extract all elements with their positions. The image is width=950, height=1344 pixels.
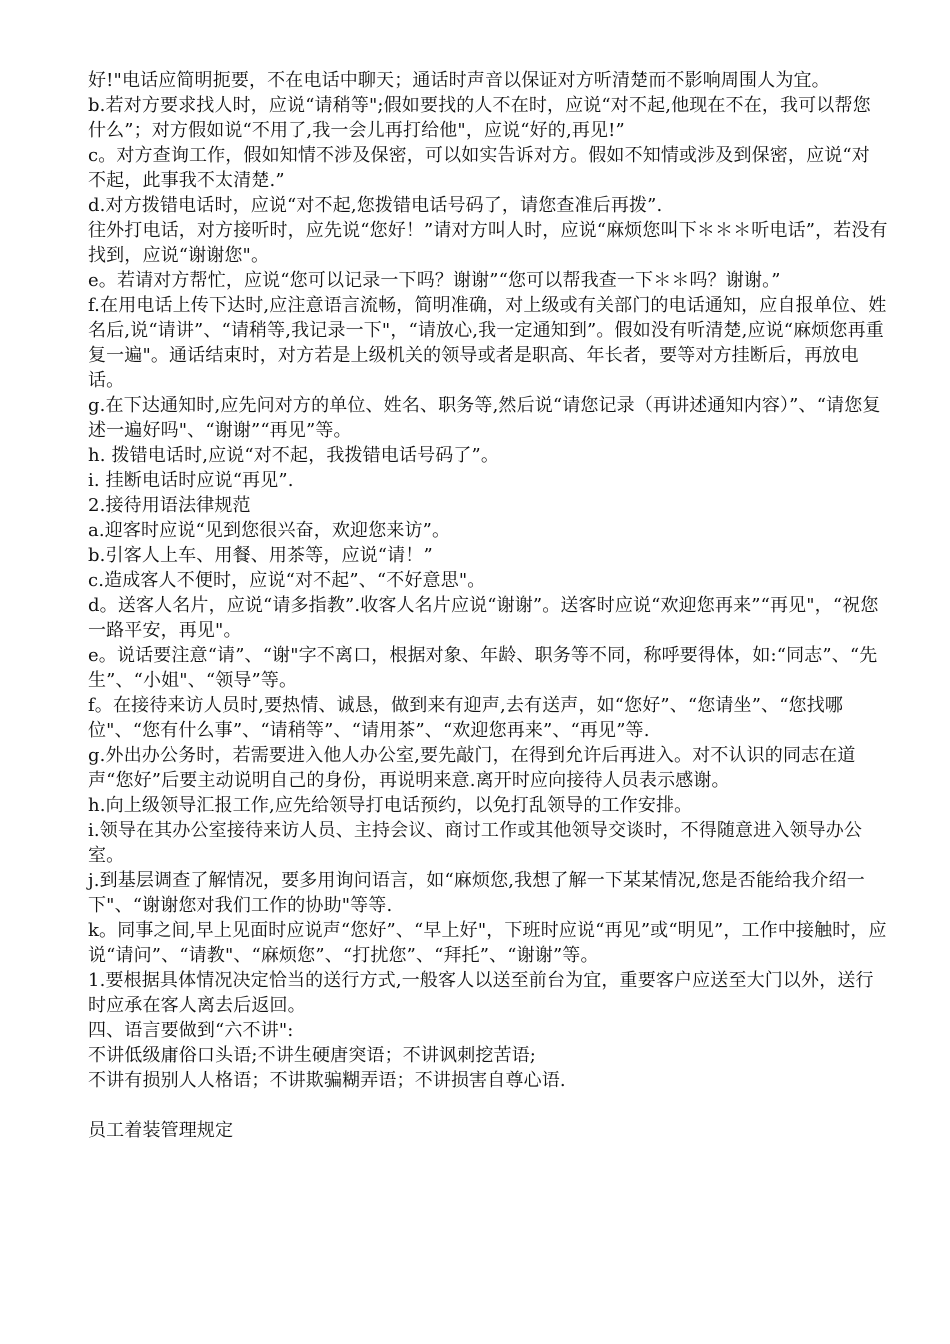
paragraph: f。在接待来访人员时,要热情、诚恳，做到来有迎声,去有送声，如“您好”、“您请坐”、“您找哪位"、“您有什么事”、“请稍等”、“请用茶”、“欢迎您再来”、“再见”等. bbox=[88, 695, 844, 741]
paragraph: c.造成客人不便时，应说“对不起”、“不好意思"。 bbox=[88, 570, 486, 591]
paragraph: c。对方查询工作，假如知情不涉及保密，可以如实告诉对方。假如不知情或涉及到保密，应说“对不起，此事我不太清楚.” bbox=[88, 145, 870, 191]
paragraph: 不讲有损别人人格语；不讲欺骗糊弄语；不讲损害自尊心语. bbox=[88, 1070, 566, 1091]
paragraph: b.引客人上车、用餐、用茶等，应说“请！” bbox=[88, 545, 433, 566]
paragraph: i.领导在其办公室接待来访人员、主持会议、商讨工作或其他领导交谈时，不得随意进入领导办公室。 bbox=[88, 820, 863, 866]
blank-line bbox=[88, 1093, 888, 1118]
paragraph: d。送客人名片，应说“请多指教”.收客人名片应说“谢谢”。送客时应说“欢迎您再来”“再见"，“祝您一路平安，再见"。 bbox=[88, 595, 879, 641]
paragraph: d.对方拨错电话时，应说“对不起,您拨错电话号码了，请您查准后再拨”. bbox=[88, 195, 663, 216]
paragraph: k。同事之间,早上见面时应说声“您好”、“早上好"，下班时应说“再见”或“明见”，工作中接触时，应说“请问”、“请教"、“麻烦您”、“打扰您”、“拜托”、“谢谢”等。 bbox=[88, 920, 887, 966]
paragraph: e。若请对方帮忙，应说“您可以记录一下吗？谢谢”“您可以帮我查一下＊＊吗？谢谢。” bbox=[88, 270, 781, 291]
paragraph: h. 拨错电话时,应说“对不起，我拨错电话号码了”。 bbox=[88, 445, 500, 466]
section-heading: 四、语言要做到“六不讲": bbox=[88, 1020, 294, 1041]
paragraph: 好!"电话应简明扼要，不在电话中聊天；通话时声音以保证对方听清楚而不影响周围人为宜。 bbox=[88, 70, 830, 91]
section-heading: 2.接待用语法律规范 bbox=[88, 495, 251, 516]
paragraph: g.外出办公务时，若需要进入他人办公室,要先敲门，在得到允许后再进入。对不认识的同志在道声“您好”后要主动说明自己的身份，再说明来意.离开时应向接待人员表示感谢。 bbox=[88, 745, 856, 791]
document-page bbox=[88, 68, 888, 1143]
paragraph: i. 挂断电话时应说“再见”. bbox=[88, 470, 294, 491]
paragraph: 不讲低级庸俗口头语;不讲生硬唐突语；不讲讽刺挖苦语; bbox=[88, 1045, 537, 1066]
paragraph: a.迎客时应说“见到您很兴奋，欢迎您来访”。 bbox=[88, 520, 451, 541]
section-title: 员工着装管理规定 bbox=[88, 1120, 234, 1141]
paragraph: h.向上级领导汇报工作,应先给领导打电话预约，以免打乱领导的工作安排。 bbox=[88, 795, 693, 816]
paragraph: j.到基层调查了解情况，要多用询问语言，如“麻烦您,我想了解一下某某情况,您是否能给我介绍一下"、“谢谢您对我们工作的协助"等等. bbox=[88, 870, 865, 916]
paragraph: e。说话要注意“请”、“谢"字不离口，根据对象、年龄、职务等不同，称呼要得体，如:“同志”、“先生”、“小姐"、“领导”等。 bbox=[88, 645, 878, 691]
paragraph: f.在用电话上传下达时,应注意语言流畅，简明准确，对上级或有关部门的电话通知，应自报单位、姓名后,说“请讲”、“请稍等,我记录一下"，“请放心,我一定通知到”。假如没有听清楚,应说“麻烦您再重复一遍"。通话结束时，对方若是上级机关的领导或者是职高、年长者，要等对方挂断后，再放电话。 bbox=[88, 295, 887, 391]
paragraph: g.在下达通知时,应先问对方的单位、姓名、职务等,然后说“请您记录（再讲述通知内容）”、“请您复述一遍好吗"、“谢谢”“再见”等。 bbox=[88, 395, 881, 441]
paragraph: 往外打电话，对方接听时，应先说“您好！”请对方叫人时，应说“麻烦您叫下＊＊＊听电话”，若没有找到，应说“谢谢您"。 bbox=[88, 220, 888, 266]
paragraph: 1.要根据具体情况决定恰当的送行方式,一般客人以送至前台为宜，重要客户应送至大门以外，送行时应承在客人离去后返回。 bbox=[88, 970, 874, 1016]
paragraph: b.若对方要求找人时，应说“请稍等";假如要找的人不在时，应说“对不起,他现在不在，我可以帮您什么”；对方假如说“不用了,我一会儿再打给他"，应说“好的,再见!” bbox=[88, 95, 871, 141]
